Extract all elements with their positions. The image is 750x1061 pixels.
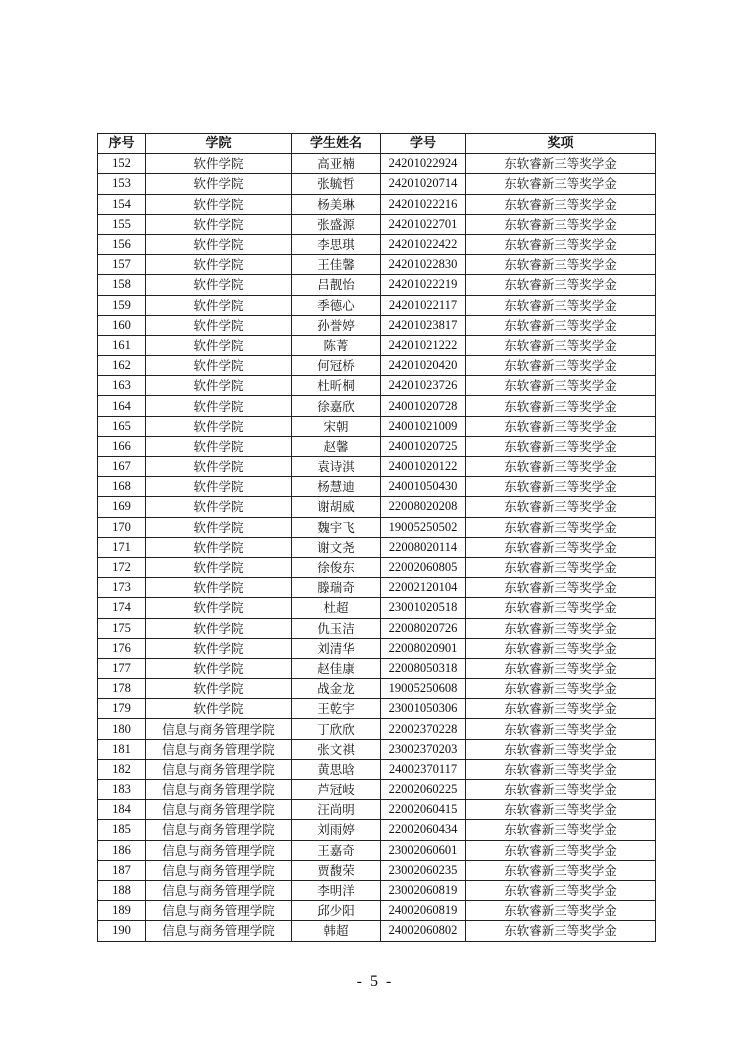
cell-student-name: 王嘉奇	[292, 840, 381, 860]
cell-no: 179	[98, 699, 146, 719]
cell-award: 东软睿新三等奖学金	[466, 901, 656, 921]
cell-student-id: 22008020901	[381, 638, 466, 658]
table-row	[98, 658, 656, 678]
cell-no: 177	[98, 658, 146, 678]
cell-college: 软件学院	[146, 335, 292, 355]
page-number: - 5 -	[356, 973, 394, 990]
table-row	[98, 921, 656, 941]
cell-college: 软件学院	[146, 295, 292, 315]
cell-no: 163	[98, 376, 146, 396]
table-row	[98, 275, 656, 295]
cell-award: 东软睿新三等奖学金	[466, 194, 656, 214]
table-row	[98, 578, 656, 598]
cell-college: 软件学院	[146, 416, 292, 436]
cell-no: 155	[98, 214, 146, 234]
cell-no: 183	[98, 780, 146, 800]
cell-award: 东软睿新三等奖学金	[466, 234, 656, 254]
cell-college: 信息与商务管理学院	[146, 800, 292, 820]
cell-no: 166	[98, 436, 146, 456]
cell-student-id: 24201022924	[381, 154, 466, 174]
cell-student-id: 22002060415	[381, 800, 466, 820]
table-row	[98, 638, 656, 658]
table-row	[98, 739, 656, 759]
cell-college: 软件学院	[146, 497, 292, 517]
cell-student-id: 24002370117	[381, 759, 466, 779]
cell-student-id: 24001020122	[381, 457, 466, 477]
cell-college: 软件学院	[146, 477, 292, 497]
table-row	[98, 679, 656, 699]
cell-no: 172	[98, 557, 146, 577]
table-row	[98, 759, 656, 779]
cell-award: 东软睿新三等奖学金	[466, 780, 656, 800]
cell-student-name: 张毓哲	[292, 174, 381, 194]
header-college: 学院	[146, 134, 292, 154]
cell-student-id: 24001021009	[381, 416, 466, 436]
cell-no: 175	[98, 618, 146, 638]
table-row	[98, 598, 656, 618]
cell-student-name: 张文祺	[292, 739, 381, 759]
table-row	[98, 517, 656, 537]
table-row	[98, 477, 656, 497]
cell-student-id: 22008020726	[381, 618, 466, 638]
table-row	[98, 537, 656, 557]
cell-award: 东软睿新三等奖学金	[466, 315, 656, 335]
cell-student-name: 丁欣欣	[292, 719, 381, 739]
cell-no: 156	[98, 234, 146, 254]
cell-award: 东软睿新三等奖学金	[466, 840, 656, 860]
cell-college: 软件学院	[146, 618, 292, 638]
cell-award: 东软睿新三等奖学金	[466, 174, 656, 194]
cell-student-id: 24002060819	[381, 901, 466, 921]
cell-college: 软件学院	[146, 255, 292, 275]
cell-student-id: 22002120104	[381, 578, 466, 598]
cell-college: 软件学院	[146, 396, 292, 416]
cell-student-name: 刘清华	[292, 638, 381, 658]
cell-student-id: 23001020518	[381, 598, 466, 618]
cell-student-id: 24201023726	[381, 376, 466, 396]
table-row	[98, 618, 656, 638]
header-award: 奖项	[466, 134, 656, 154]
table-row	[98, 295, 656, 315]
cell-no: 153	[98, 174, 146, 194]
cell-college: 软件学院	[146, 234, 292, 254]
cell-college: 信息与商务管理学院	[146, 880, 292, 900]
cell-student-name: 杨慧迪	[292, 477, 381, 497]
cell-no: 190	[98, 921, 146, 941]
cell-college: 软件学院	[146, 436, 292, 456]
cell-student-name: 赵佳康	[292, 658, 381, 678]
cell-college: 软件学院	[146, 557, 292, 577]
table-row	[98, 396, 656, 416]
cell-student-id: 24201021222	[381, 335, 466, 355]
cell-student-id: 24201022117	[381, 295, 466, 315]
cell-student-id: 22008050318	[381, 658, 466, 678]
cell-student-id: 24201022216	[381, 194, 466, 214]
table-row	[98, 860, 656, 880]
cell-award: 东软睿新三等奖学金	[466, 739, 656, 759]
cell-award: 东软睿新三等奖学金	[466, 759, 656, 779]
cell-student-name: 李思琪	[292, 234, 381, 254]
cell-student-id: 24201022830	[381, 255, 466, 275]
cell-student-name: 王佳馨	[292, 255, 381, 275]
cell-award: 东软睿新三等奖学金	[466, 719, 656, 739]
cell-award: 东软睿新三等奖学金	[466, 820, 656, 840]
cell-no: 164	[98, 396, 146, 416]
cell-student-name: 芦冠岐	[292, 780, 381, 800]
cell-award: 东软睿新三等奖学金	[466, 356, 656, 376]
cell-college: 软件学院	[146, 376, 292, 396]
cell-no: 174	[98, 598, 146, 618]
cell-no: 189	[98, 901, 146, 921]
cell-award: 东软睿新三等奖学金	[466, 921, 656, 941]
cell-student-id: 24201022701	[381, 214, 466, 234]
cell-award: 东软睿新三等奖学金	[466, 497, 656, 517]
cell-award: 东软睿新三等奖学金	[466, 255, 656, 275]
cell-college: 软件学院	[146, 658, 292, 678]
cell-student-name: 吕靓怡	[292, 275, 381, 295]
cell-college: 软件学院	[146, 154, 292, 174]
cell-college: 信息与商务管理学院	[146, 860, 292, 880]
cell-student-id: 23002370203	[381, 739, 466, 759]
cell-college: 信息与商务管理学院	[146, 719, 292, 739]
cell-student-name: 谢文尧	[292, 537, 381, 557]
cell-award: 东软睿新三等奖学金	[466, 436, 656, 456]
cell-no: 181	[98, 739, 146, 759]
cell-student-name: 杜超	[292, 598, 381, 618]
cell-award: 东软睿新三等奖学金	[466, 335, 656, 355]
cell-college: 信息与商务管理学院	[146, 840, 292, 860]
table-row	[98, 880, 656, 900]
cell-college: 软件学院	[146, 275, 292, 295]
cell-student-name: 何冠桥	[292, 356, 381, 376]
cell-college: 软件学院	[146, 194, 292, 214]
table-row	[98, 557, 656, 577]
cell-student-id: 24201020420	[381, 356, 466, 376]
cell-student-name: 季德心	[292, 295, 381, 315]
header-no: 序号	[98, 134, 146, 154]
cell-student-id: 19005250502	[381, 517, 466, 537]
cell-student-name: 杜昕桐	[292, 376, 381, 396]
cell-student-name: 宋朝	[292, 416, 381, 436]
cell-student-id: 23002060235	[381, 860, 466, 880]
cell-student-id: 24201022422	[381, 234, 466, 254]
cell-student-id: 22008020208	[381, 497, 466, 517]
cell-student-name: 陈菁	[292, 335, 381, 355]
table-row	[98, 255, 656, 275]
cell-no: 184	[98, 800, 146, 820]
cell-student-name: 滕瑞奇	[292, 578, 381, 598]
cell-student-id: 22002060225	[381, 780, 466, 800]
cell-award: 东软睿新三等奖学金	[466, 295, 656, 315]
cell-student-id: 24001050430	[381, 477, 466, 497]
cell-award: 东软睿新三等奖学金	[466, 638, 656, 658]
table-row	[98, 699, 656, 719]
cell-no: 162	[98, 356, 146, 376]
cell-no: 154	[98, 194, 146, 214]
header-name: 学生姓名	[292, 134, 381, 154]
cell-student-id: 19005250608	[381, 679, 466, 699]
cell-award: 东软睿新三等奖学金	[466, 578, 656, 598]
cell-student-name: 黄思晗	[292, 759, 381, 779]
cell-no: 180	[98, 719, 146, 739]
cell-student-id: 24201022219	[381, 275, 466, 295]
cell-student-name: 徐俊东	[292, 557, 381, 577]
cell-student-name: 魏宇飞	[292, 517, 381, 537]
cell-award: 东软睿新三等奖学金	[466, 416, 656, 436]
cell-no: 186	[98, 840, 146, 860]
table-row	[98, 214, 656, 234]
cell-student-id: 23001050306	[381, 699, 466, 719]
cell-student-name: 孙誉婷	[292, 315, 381, 335]
table-row	[98, 335, 656, 355]
cell-award: 东软睿新三等奖学金	[466, 214, 656, 234]
table-row	[98, 457, 656, 477]
cell-student-name: 韩超	[292, 921, 381, 941]
cell-award: 东软睿新三等奖学金	[466, 618, 656, 638]
cell-no: 170	[98, 517, 146, 537]
cell-student-name: 赵馨	[292, 436, 381, 456]
table-row	[98, 820, 656, 840]
cell-no: 182	[98, 759, 146, 779]
table-row	[98, 154, 656, 174]
table-row	[98, 315, 656, 335]
cell-student-name: 高亚楠	[292, 154, 381, 174]
cell-student-id: 24201023817	[381, 315, 466, 335]
header-student-id: 学号	[381, 134, 466, 154]
cell-college: 软件学院	[146, 517, 292, 537]
cell-student-id: 22002370228	[381, 719, 466, 739]
cell-student-name: 刘雨婷	[292, 820, 381, 840]
cell-student-name: 汪尚明	[292, 800, 381, 820]
cell-student-id: 23002060819	[381, 880, 466, 900]
table-body	[98, 154, 656, 941]
cell-no: 160	[98, 315, 146, 335]
cell-student-name: 李明洋	[292, 880, 381, 900]
cell-award: 东软睿新三等奖学金	[466, 557, 656, 577]
cell-college: 信息与商务管理学院	[146, 921, 292, 941]
cell-award: 东软睿新三等奖学金	[466, 457, 656, 477]
table-row	[98, 376, 656, 396]
cell-no: 158	[98, 275, 146, 295]
cell-award: 东软睿新三等奖学金	[466, 880, 656, 900]
table-row	[98, 234, 656, 254]
cell-no: 152	[98, 154, 146, 174]
table-row	[98, 800, 656, 820]
cell-no: 171	[98, 537, 146, 557]
cell-no: 157	[98, 255, 146, 275]
cell-no: 167	[98, 457, 146, 477]
cell-college: 软件学院	[146, 315, 292, 335]
cell-student-name: 贾馥荣	[292, 860, 381, 880]
cell-student-id: 23002060601	[381, 840, 466, 860]
cell-no: 188	[98, 880, 146, 900]
table-row	[98, 416, 656, 436]
cell-student-name: 杨美琳	[292, 194, 381, 214]
cell-award: 东软睿新三等奖学金	[466, 658, 656, 678]
cell-college: 信息与商务管理学院	[146, 759, 292, 779]
cell-college: 软件学院	[146, 537, 292, 557]
cell-award: 东软睿新三等奖学金	[466, 376, 656, 396]
cell-award: 东软睿新三等奖学金	[466, 598, 656, 618]
cell-college: 软件学院	[146, 174, 292, 194]
table-header-row	[98, 134, 656, 154]
cell-award: 东软睿新三等奖学金	[466, 860, 656, 880]
cell-award: 东软睿新三等奖学金	[466, 699, 656, 719]
cell-no: 187	[98, 860, 146, 880]
table-row	[98, 497, 656, 517]
table-row	[98, 194, 656, 214]
cell-student-id: 24001020725	[381, 436, 466, 456]
cell-no: 168	[98, 477, 146, 497]
cell-award: 东软睿新三等奖学金	[466, 679, 656, 699]
cell-no: 161	[98, 335, 146, 355]
cell-college: 软件学院	[146, 214, 292, 234]
cell-student-name: 谢胡威	[292, 497, 381, 517]
cell-student-name: 仇玉洁	[292, 618, 381, 638]
table-row	[98, 840, 656, 860]
cell-no: 185	[98, 820, 146, 840]
cell-college: 软件学院	[146, 457, 292, 477]
cell-student-id: 24201020714	[381, 174, 466, 194]
table-row	[98, 436, 656, 456]
cell-college: 软件学院	[146, 598, 292, 618]
cell-college: 信息与商务管理学院	[146, 780, 292, 800]
table-row	[98, 780, 656, 800]
cell-college: 软件学院	[146, 679, 292, 699]
cell-student-name: 战金龙	[292, 679, 381, 699]
cell-award: 东软睿新三等奖学金	[466, 477, 656, 497]
cell-award: 东软睿新三等奖学金	[466, 154, 656, 174]
cell-award: 东软睿新三等奖学金	[466, 537, 656, 557]
cell-student-id: 22002060805	[381, 557, 466, 577]
cell-college: 信息与商务管理学院	[146, 901, 292, 921]
cell-student-name: 王乾宇	[292, 699, 381, 719]
cell-award: 东软睿新三等奖学金	[466, 396, 656, 416]
cell-college: 软件学院	[146, 699, 292, 719]
cell-student-id: 22002060434	[381, 820, 466, 840]
cell-student-name: 徐嘉欣	[292, 396, 381, 416]
cell-college: 信息与商务管理学院	[146, 739, 292, 759]
cell-award: 东软睿新三等奖学金	[466, 517, 656, 537]
cell-student-id: 24002060802	[381, 921, 466, 941]
cell-college: 软件学院	[146, 578, 292, 598]
table-row	[98, 901, 656, 921]
cell-no: 178	[98, 679, 146, 699]
cell-no: 176	[98, 638, 146, 658]
cell-student-name: 张盛源	[292, 214, 381, 234]
cell-award: 东软睿新三等奖学金	[466, 275, 656, 295]
cell-award: 东软睿新三等奖学金	[466, 800, 656, 820]
cell-no: 165	[98, 416, 146, 436]
table-row	[98, 719, 656, 739]
table-row	[98, 174, 656, 194]
cell-student-name: 邱少阳	[292, 901, 381, 921]
cell-college: 信息与商务管理学院	[146, 820, 292, 840]
scholarship-roster-table	[97, 133, 656, 942]
cell-no: 173	[98, 578, 146, 598]
cell-college: 软件学院	[146, 356, 292, 376]
cell-student-name: 袁诗淇	[292, 457, 381, 477]
cell-college: 软件学院	[146, 638, 292, 658]
cell-student-id: 24001020728	[381, 396, 466, 416]
cell-no: 159	[98, 295, 146, 315]
cell-no: 169	[98, 497, 146, 517]
cell-student-id: 22008020114	[381, 537, 466, 557]
table-row	[98, 356, 656, 376]
